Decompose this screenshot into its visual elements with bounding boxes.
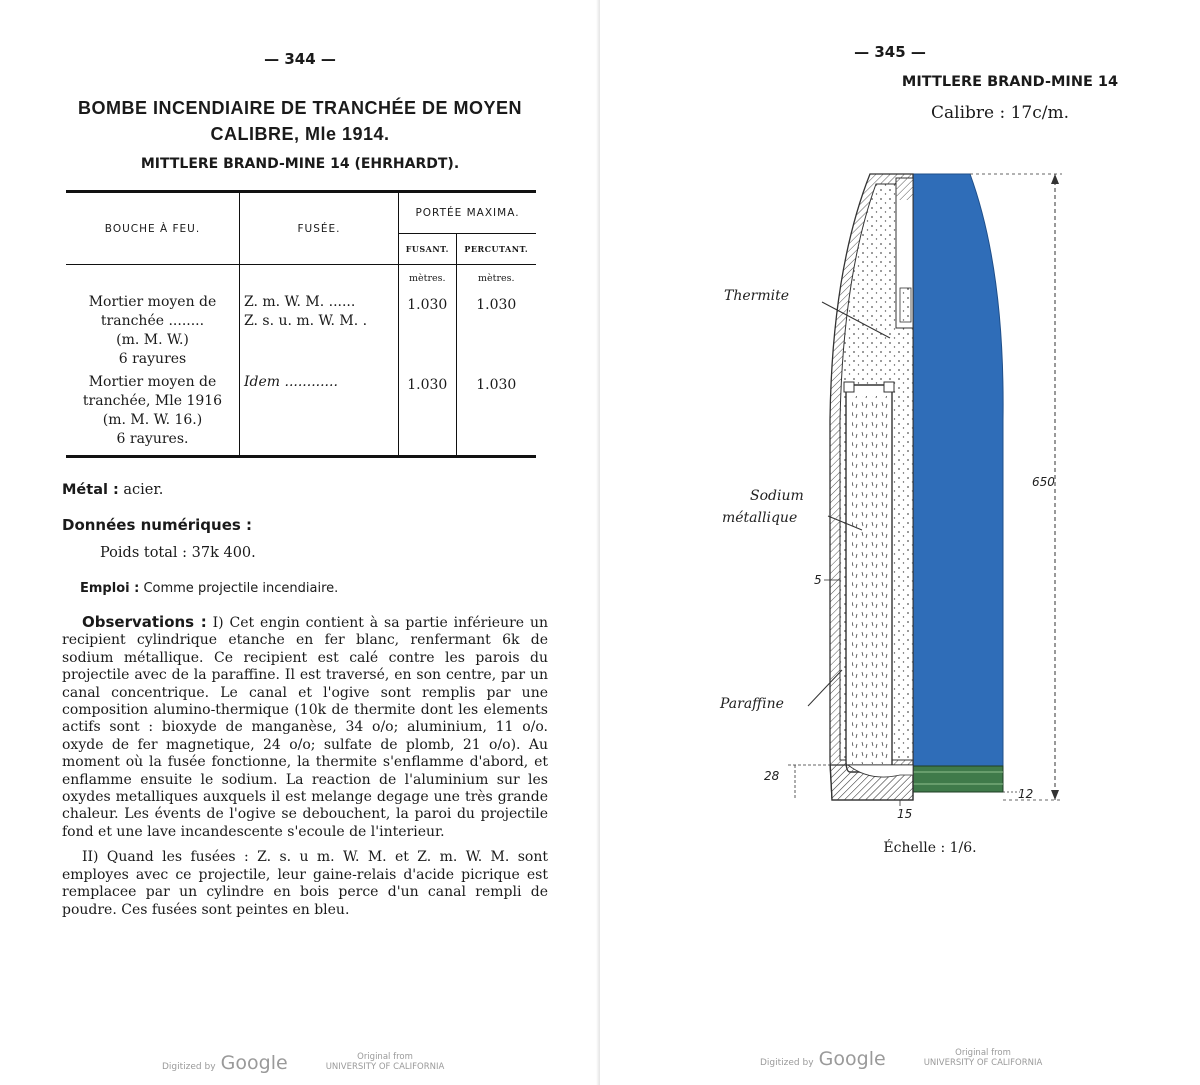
metal-label: Métal : xyxy=(62,482,119,498)
label-thermite: Thermite xyxy=(724,288,789,304)
page-title xyxy=(40,95,560,147)
cell-bouche: Mortier moyen de tranchée, Mle 1916 (m. M. W. 16.) 6 rayures. xyxy=(66,371,240,457)
title-line-1: BOMBE INCENDIAIRE DE TRANCHÉE DE MOYEN xyxy=(77,98,523,118)
emploi-label: Emploi : xyxy=(80,581,140,596)
cell-percutant: 1.030 xyxy=(476,297,517,313)
label-paraffine: Paraffine xyxy=(720,696,784,712)
digitized-watermark-right xyxy=(760,1048,886,1070)
subtitle: MITTLERE BRAND-MINE 14 (EHRHARDT). xyxy=(140,156,460,172)
sodium-fill xyxy=(852,396,888,764)
page-number-left: — 344 — xyxy=(264,50,336,68)
metal-line xyxy=(62,481,163,499)
cell-fusant: 1.030 xyxy=(399,291,457,371)
observations-label: Observations : xyxy=(82,613,207,631)
fuze-relay xyxy=(900,288,911,322)
observations-text-1: I) Cet engin contient à sa partie inférieure un recipient cylindrique etanche en fer blanc, renfermant 6k de sodium métallique. Ce recipient est calé contre les parois du projectile avec de la paraffine. Il est traversé, en son centre, par un canal concentrique. Le canal et l'ogive sont remplis par une composition alumino-thermique (10k de thermite dont les elements actifs sont : bioxyde de manganèse, 34 o/o; aluminium, 11 o/o. oxyde de fer magnetique, 24 o/o; sulfate de plomb, 21 o/o). Au moment où la fusée fonctionne, la thermite s'enflamme d'abord, et enflamme ensuite le sodium. La reaction de l'aluminium sur les oxydes metalliques auxquels il est melange degage une très grande chaleur. Les évents de l'ogive se debouchent, la paroi du projectile fond et une lave incandescente s'ecoule de l'interieur. xyxy=(62,615,548,840)
table-row xyxy=(66,291,536,371)
diagram-title: MITTLERE BRAND-MINE 14 xyxy=(901,74,1119,90)
right-page xyxy=(600,0,1200,1085)
cell-fusee: Idem ............ xyxy=(240,371,399,457)
donnees-heading: Données numériques : xyxy=(62,516,253,534)
table-row xyxy=(66,371,536,457)
poids-line: Poids total : 37k 400. xyxy=(100,545,256,561)
observations-p2: II) Quand les fusées : Z. s. u m. W. M. et Z. m. W. M. sont employes avec ce projectile, leur gaine-relais d'acide picrique est remplacee par un cylindre en bois perce d'un canal rempli de poudre. Ces fusées sont peintes en bleu. xyxy=(62,849,548,918)
unit-empty-2 xyxy=(240,265,399,292)
col-header-fusee: FUSÉE. xyxy=(240,192,399,265)
unit-percutant: mètres. xyxy=(478,272,515,284)
spec-table xyxy=(66,190,536,458)
google-brand: Google xyxy=(220,1052,288,1074)
shell-exterior-blue xyxy=(913,174,1003,780)
digitized-prefix: Digitized by xyxy=(760,1058,814,1068)
label-sodium-1: Sodium xyxy=(750,488,804,504)
fuze-tube-hatch xyxy=(896,178,913,200)
emploi-value: Comme projectile incendiaire. xyxy=(143,581,339,596)
google-brand: Google xyxy=(818,1048,886,1070)
cell-percutant: 1.030 xyxy=(476,377,517,393)
scale-label: Échelle : 1/6. xyxy=(883,840,977,856)
col-header-fusant: FUSANT. xyxy=(399,234,457,265)
col-header-portee: PORTÉE MAXIMA. xyxy=(399,192,537,234)
cell-fusee: Z. m. W. M. ...... Z. s. u. m. W. M. . xyxy=(240,291,399,371)
emploi-line xyxy=(80,580,338,598)
col-header-bouche: BOUCHE À FEU. xyxy=(66,192,240,265)
page-number-right: — 345 — xyxy=(854,43,926,61)
metal-value: acier. xyxy=(123,482,164,498)
unit-empty-1 xyxy=(66,265,240,292)
digitized-prefix: Digitized by xyxy=(162,1062,216,1072)
cell-bouche: Mortier moyen de tranchée ........ (m. M. W.) 6 rayures xyxy=(66,291,240,371)
sodium-cap-right xyxy=(884,382,894,392)
dim-base: 28 xyxy=(764,769,780,783)
title-line-2: CALIBRE, Mle 1914. xyxy=(210,124,390,144)
observations xyxy=(62,614,548,919)
cell-fusant: 1.030 xyxy=(399,371,457,457)
dim-bottom: 15 xyxy=(897,807,913,821)
original-watermark-right: Original from UNIVERSITY OF CALIFORNIA xyxy=(923,1048,1043,1068)
digitized-watermark-left xyxy=(162,1052,288,1074)
dim-arrow-top xyxy=(1051,174,1059,184)
shell-diagram xyxy=(600,160,1200,860)
dim-band: 12 xyxy=(1018,787,1034,801)
unit-fusant: mètres. xyxy=(399,265,457,292)
observations-p1 xyxy=(62,614,548,841)
label-sodium-2: métallique xyxy=(722,510,798,526)
sodium-cap-left xyxy=(844,382,854,392)
calibre-label: Calibre : 17c/m. xyxy=(930,103,1070,123)
dim-total-height: 650 xyxy=(1032,475,1055,489)
dim-arrow-bottom xyxy=(1051,790,1059,800)
original-watermark-left: Original from UNIVERSITY OF CALIFORNIA xyxy=(325,1052,445,1072)
driving-band xyxy=(913,766,1003,792)
col-header-percutant: PERCUTANT. xyxy=(456,234,536,265)
dim-wall: 5 xyxy=(814,573,822,587)
